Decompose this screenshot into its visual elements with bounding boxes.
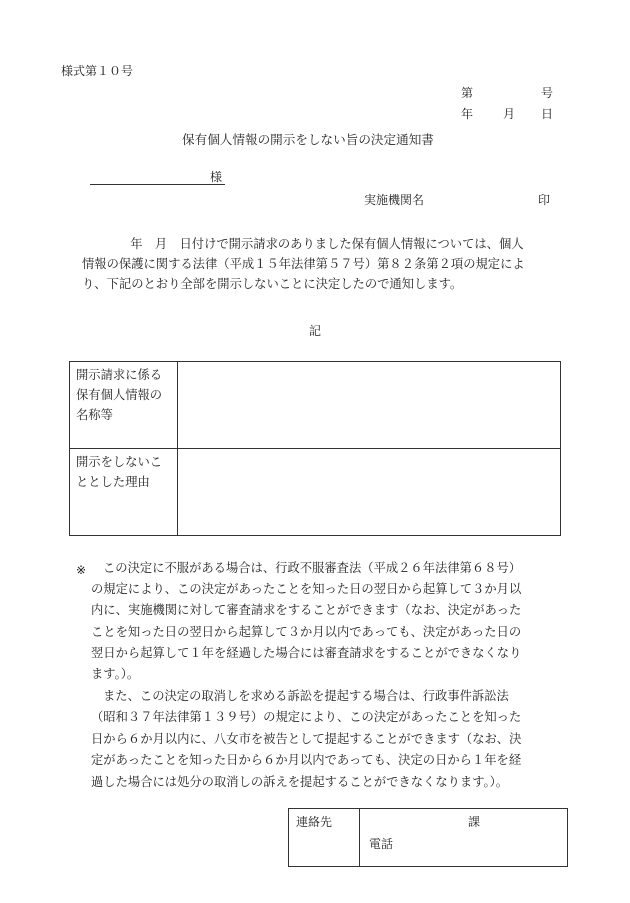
note-line: 内に、実施機関に対して審査請求をすることができます（なお、決定があった	[91, 603, 522, 618]
note-line: 定があったことを知った日から６か月以内であっても、決定の日から１年を経	[91, 753, 522, 768]
decision-table	[69, 361, 561, 536]
note-paragraph-1	[91, 558, 581, 685]
contact-divider	[359, 809, 360, 866]
recipient-line	[90, 184, 225, 185]
date-month: 月	[503, 107, 516, 121]
contact-box	[288, 808, 568, 867]
row1-label-line: 開示請求に係る	[76, 368, 163, 382]
note-line: ことを知った日の翌日から起算して３か月以内であっても、決定があった日の	[91, 624, 522, 639]
body-paragraph	[82, 234, 572, 294]
seal-label: 印	[538, 193, 551, 207]
note-line: ます。）。	[91, 667, 140, 682]
date-day: 日	[541, 107, 554, 121]
contact-label: 連絡先	[296, 815, 333, 829]
ki-heading: 記	[309, 324, 322, 338]
number-suffix: 号	[541, 86, 554, 100]
note-line: 日から６か月以内に、八女市を被告として提起することができます（なお、決	[91, 731, 522, 746]
row1-label-cell	[70, 362, 178, 449]
row1-value-cell[interactable]	[178, 362, 561, 449]
row2-label-line: 開示をしないこ	[76, 455, 163, 469]
note-line: 翌日から起算して１年を経過した場合には審査請求をすることができなくなり	[91, 645, 522, 660]
note-line: （昭和３７年法律第１３９号）の規定により、この決定があったことを知った	[91, 710, 522, 725]
row1-label-line: 保有個人情報の	[76, 388, 163, 402]
recipient-suffix: 様	[210, 170, 223, 184]
note-line: の規定により、この決定があったことを知った日の翌日から起算して３か月以	[91, 582, 522, 597]
note-paragraph-2	[91, 686, 581, 793]
note-line: この決定に不服がある場合は、行政不服審査法（平成２６年法律第６８号）	[103, 561, 522, 575]
document-title: 保有個人情報の開示をしない旨の決定通知書	[182, 132, 434, 147]
note-mark: ※	[76, 563, 87, 577]
table-row	[70, 449, 561, 536]
body-line: 年 月 日付けで開示請求のありました保有個人情報については、個人	[118, 237, 524, 251]
row2-value-cell[interactable]	[178, 449, 561, 536]
number-label: 第	[461, 86, 474, 100]
row1-label-line: 名称等	[76, 408, 113, 422]
body-line: り、下記のとおり全部を開示しないことに決定したので通知します。	[82, 277, 463, 291]
note-line: 過した場合には処分の取消しの訴えを提起することができなくなります。）。	[91, 774, 509, 789]
note-line: また、この決定の取消しを求める訴訟を提起する場合は、行政事件訴訟法	[103, 689, 509, 703]
contact-phone: 電話	[369, 837, 394, 851]
form-number: 様式第１０号	[61, 64, 134, 78]
body-line: 情報の保護に関する法律（平成１５年法律第５７号）第８２条第２項の規定によ	[82, 257, 525, 271]
table-row	[70, 362, 561, 449]
row2-label-line: ととした理由	[76, 475, 150, 489]
date-year: 年	[461, 107, 474, 121]
agency-label: 実施機関名	[364, 193, 425, 207]
contact-section: 課	[468, 815, 481, 829]
row2-label-cell	[70, 449, 178, 536]
